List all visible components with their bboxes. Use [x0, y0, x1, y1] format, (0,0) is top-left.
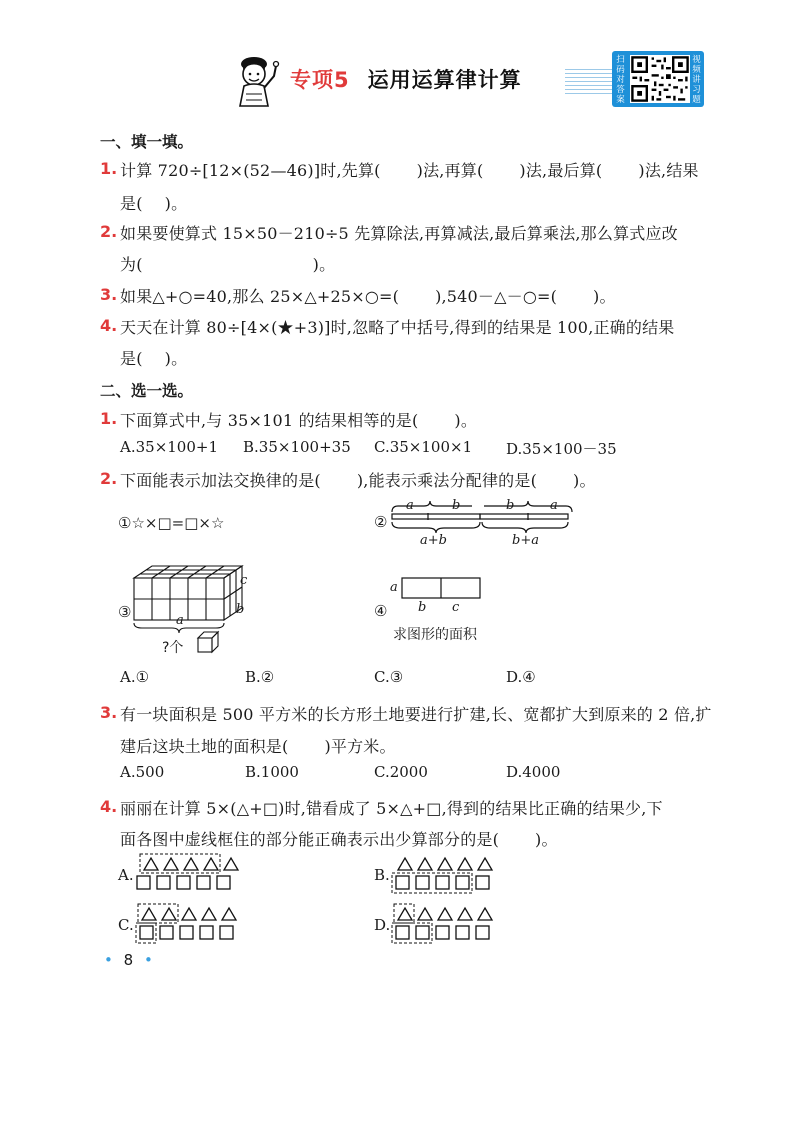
- option-d[interactable]: D.35×100－35: [506, 440, 617, 458]
- question-number: 3.: [100, 703, 118, 722]
- figure-3-caption: ?个: [162, 640, 184, 656]
- figure-1-expression: ①☆×□=□×☆: [118, 514, 225, 532]
- question-text: 面各图中虚线框住的部分能正确表示出少算部分的是( )。: [120, 830, 558, 849]
- option-d-shape-diagram: [388, 902, 498, 946]
- figure-2-label-b: b: [506, 498, 515, 513]
- option-b[interactable]: B.: [374, 866, 390, 884]
- figure-4-rectangle-diagram: [400, 576, 484, 602]
- question-text: 丽丽在计算 5×(△+□)时,错看成了 5×△+□,得到的结果比正确的结果少,下: [120, 799, 663, 818]
- option-d[interactable]: D.4000: [506, 763, 561, 781]
- option-d[interactable]: D.: [374, 916, 391, 934]
- figure-4-label-c: c: [452, 600, 460, 615]
- section-heading-choose: 二、选一选。: [100, 382, 194, 400]
- topic-title: 运用运算律计算: [367, 68, 522, 92]
- option-b[interactable]: B.35×100+35: [243, 438, 351, 456]
- figure-4-label-b: b: [418, 600, 427, 615]
- question-number: 4.: [100, 316, 118, 335]
- question-text: 下面算式中,与 35×101 的结果相等的是( )。: [120, 411, 478, 430]
- figure-2-label-a: a: [406, 498, 414, 513]
- option-a[interactable]: A.: [118, 866, 134, 884]
- option-a[interactable]: A.500: [120, 763, 165, 781]
- question-text: 有一块面积是 500 平方米的长方形土地要进行扩建,长、宽都扩大到原来的 2 倍,扩: [120, 705, 712, 724]
- option-a[interactable]: A.①: [120, 668, 150, 686]
- option-c[interactable]: C.③: [374, 668, 404, 686]
- topic-tag: 专项5: [290, 68, 350, 92]
- question-text: 如果△+○=40,那么 25×△+25×○=( ),540－△－○=( )。: [120, 287, 616, 306]
- figure-2-label-b: b: [452, 498, 461, 513]
- figure-3-marker: ③: [118, 603, 132, 621]
- question-text: 为( )。: [120, 255, 336, 274]
- question-number: 2.: [100, 469, 118, 488]
- option-c[interactable]: C.: [118, 916, 134, 934]
- option-b-shape-diagram: [388, 852, 498, 896]
- bullet-dot: •: [104, 951, 113, 969]
- figure-4-marker: ④: [374, 602, 388, 620]
- bullet-dot: •: [143, 951, 153, 969]
- figure-2-sum-left: a+b: [420, 533, 447, 548]
- qr-code-icon: [630, 55, 690, 103]
- option-c[interactable]: C.2000: [374, 763, 428, 781]
- boy-mascot-icon: [236, 54, 282, 112]
- page-number: • 8 •: [104, 951, 153, 969]
- option-b[interactable]: B.1000: [245, 763, 299, 781]
- option-a[interactable]: A.35×100+1: [120, 438, 218, 456]
- decorative-hatch: [565, 66, 613, 94]
- figure-3-label-a: a: [176, 613, 184, 628]
- option-d[interactable]: D.④: [506, 668, 536, 686]
- figure-4-label-a: a: [390, 580, 398, 595]
- question-number: 2.: [100, 222, 118, 241]
- qr-left-label: 扫码对答案: [616, 55, 625, 105]
- question-text: 如果要使算式 15×50－210÷5 先算除法,再算减法,最后算乘法,那么算式应改: [120, 224, 678, 243]
- question-text: 下面能表示加法交换律的是( ),能表示乘法分配律的是( )。: [120, 471, 596, 490]
- option-b[interactable]: B.②: [245, 668, 275, 686]
- question-text: 天天在计算 80÷[4×(★+3)]时,忽略了中括号,得到的结果是 100,正确的结果: [120, 318, 675, 337]
- question-number: 1.: [100, 159, 118, 178]
- option-c[interactable]: C.35×100×1: [374, 438, 473, 456]
- question-text: 是( )。: [120, 194, 188, 213]
- question-number: 1.: [100, 409, 118, 428]
- figure-2-marker: ②: [374, 513, 388, 531]
- figure-3-label-b: b: [236, 602, 245, 617]
- qr-right-label: 视频讲习题: [692, 55, 701, 105]
- figure-4-caption: 求图形的面积: [393, 627, 477, 643]
- option-c-shape-diagram: [132, 902, 242, 946]
- section-heading-fill: 一、填一填。: [100, 133, 194, 151]
- question-number: 4.: [100, 797, 118, 816]
- question-text: 建后这块土地的面积是( )平方米。: [120, 737, 396, 756]
- figure-2-sum-right: b+a: [512, 533, 539, 548]
- question-text: 是( )。: [120, 349, 188, 368]
- question-number: 3.: [100, 285, 118, 304]
- qr-code-panel[interactable]: [612, 51, 704, 107]
- figure-3-label-c: c: [240, 573, 248, 588]
- figure-2-label-a: a: [550, 498, 558, 513]
- page-title: [290, 64, 522, 94]
- option-a-shape-diagram: [134, 852, 244, 894]
- question-text: 计算 720÷[12×(52—46)]时,先算( )法,再算( )法,最后算( )法,结果: [120, 161, 699, 180]
